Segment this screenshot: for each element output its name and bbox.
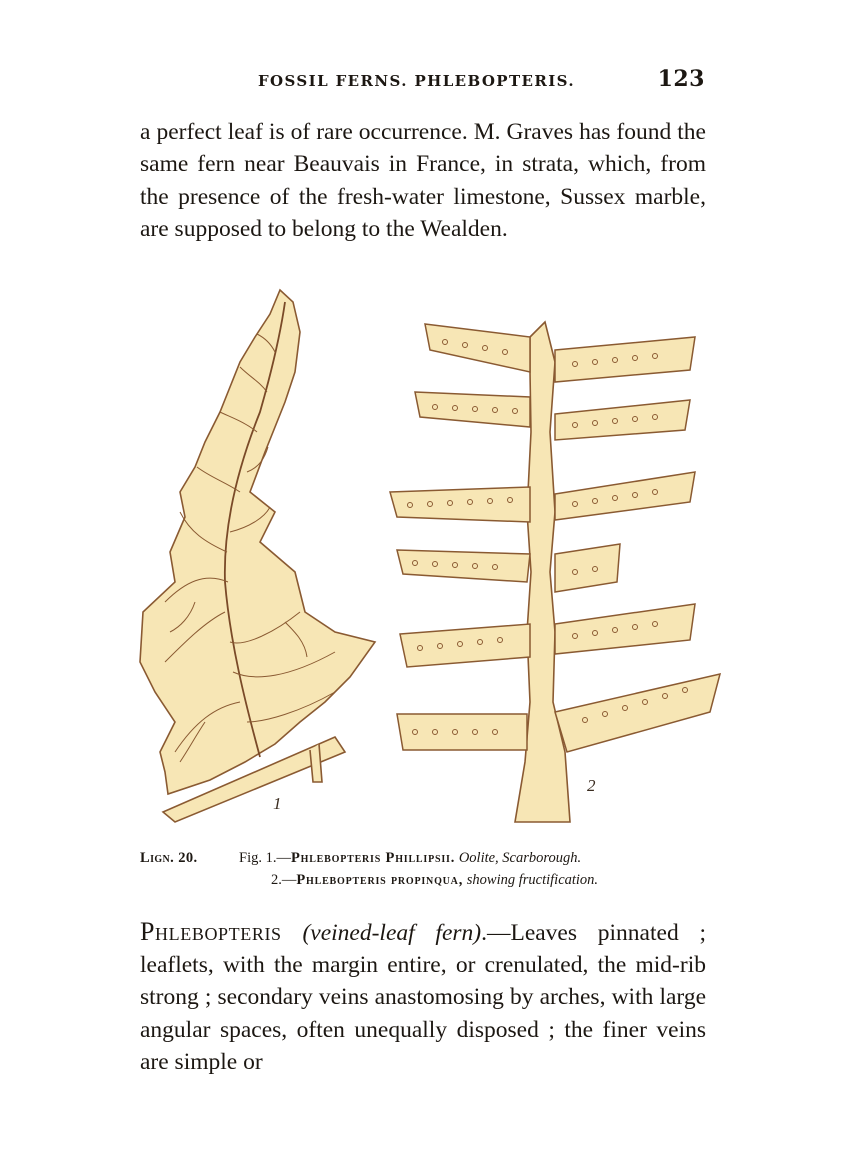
figure-label-2: 2 [587, 776, 596, 795]
caption-fig2-name: Phlebopteris propinqua, [296, 872, 464, 888]
fig1-leaf [140, 290, 375, 822]
caption-fig-prefix: Fig. 1.— [239, 850, 291, 866]
fig2-leaf [390, 322, 720, 822]
genus-name: Phlebopteris [140, 917, 282, 946]
caption-line-1 [239, 850, 581, 867]
caption-fig1-locality: Oolite, Scarborough. [458, 850, 582, 866]
caption-fig2-prefix: 2.— [271, 872, 297, 888]
figure-caption [140, 846, 720, 892]
paragraph-1: a perfect leaf is of rare occurrence. M. Graves has found the same fern near Beauvais in France, in strata, which, from the presence of the fresh-water limestone, Sussex marble, are supposed to belong to the Wealden. [140, 119, 706, 243]
dash: .— [481, 920, 511, 946]
fig1-stem-branch [310, 744, 322, 782]
fern-figure-svg [135, 282, 730, 830]
caption-ref: Lign. 20. [140, 850, 198, 866]
caption-fig1-name: Phlebopteris Phillipsii. [290, 850, 456, 866]
fern-illustration [135, 282, 730, 830]
page-number: 123 [657, 66, 705, 92]
caption-line-2 [271, 872, 598, 889]
running-head: FOSSIL FERNS. PHLEBOPTERIS. [258, 72, 575, 90]
fig2-right-pinnae [555, 337, 720, 752]
paragraph-2 [140, 916, 706, 1078]
common-name: (veined-leaf fern) [302, 920, 482, 946]
page-header [140, 66, 705, 100]
fig2-left-pinnae [390, 324, 530, 750]
figure-label-1: 1 [273, 794, 282, 813]
paragraph-2-text: Leaves pinnated ; leaflets, with the margin entire, or crenulated, the mid-rib strong ; secondary veins anastomosing by arches, with large angular spaces, often unequally disposed ; the finer veins are simple or [140, 920, 706, 1075]
caption-fig2-note: showing fructification. [466, 872, 599, 888]
fig1-blade [140, 290, 375, 794]
